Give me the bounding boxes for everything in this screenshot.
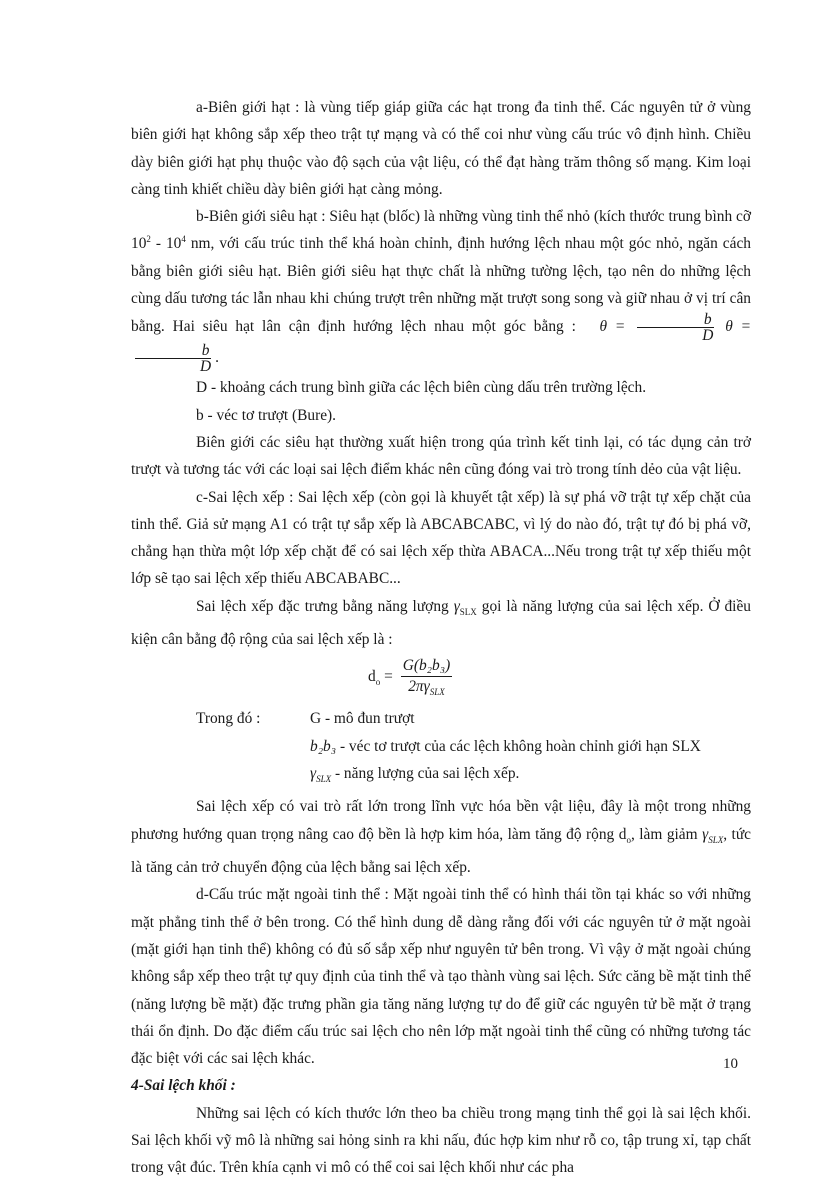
formula-fraction: $\frac{\text{G(b₂b₃)}}{2\pi\gamma_{SLX}}$	[402, 657, 451, 698]
paragraph-surface-structure: d-Cấu trúc mặt ngoài tinh thể : Mặt ngoài tinh thể có hình thái tồn tại khác so với những mặt phẳng tinh thể ở bên trong. Có thể hình dung dễ dàng rằng đối với các nguyên tử ở mặt ngoài (mặt giới hạn tinh thể) không có đủ số sắp xếp như nguyên tử bên trong. Vì vậy ở mặt ngoài chúng không sắp xếp theo trật tự quy định của tinh thể và tạo thành vùng sai lệch. Sức căng bề mặt tinh thể (năng lượng bề mặt) đặc trưng phần gia tăng năng lượng tự do để giữ các nguyên tử bề mặt ở trạng thái ổn định. Do đặc điểm cấu trúc sai lệch cho nên lớp mặt ngoài tinh thể cũng có những tương tác đặc biệt với các sai lệch khác.	[131, 886, 751, 1068]
where-b2b3: b₂b₃ - véc tơ trượt của các lệch không hoàn chỉnh giới hạn SLX	[310, 737, 701, 755]
section-heading-volume-defects: 4-Sai lệch khối :	[131, 1077, 236, 1095]
definition-D: D - khoảng cách trung bình giữa các lệch biên cùng dấu trên trường lệch.	[196, 379, 647, 397]
document-body	[131, 94, 751, 1182]
angle-fraction: $\frac{b}{D}$	[635, 312, 715, 343]
paragraph-stacking-energy: Sai lệch xếp đặc trưng bằng năng lượng $\gamma_{SLX}$ gọi là năng lượng của sai lệch xếp. Ở điều kiện cân bằng độ rộng của sai lệch xếp là :	[131, 597, 751, 649]
definition-b: b - véc tơ trượt (Bure).	[196, 406, 337, 424]
paragraph-grain-boundary: a-Biên giới hạt : là vùng tiếp giáp giữa các hạt trong đa tinh thể. Các nguyên tử ở vùng biên giới hạt không sắp xếp theo trật tự mạng và có thể coi như vùng cấu trúc vô định hình. Chiều dày biên giới hạt phụ thuộc vào độ sạch của vật liệu, có thể đạt hàng trăm thông số mạng. Kim loại càng tinh khiết chiều dày biên giới hạt càng mỏng.	[131, 99, 751, 198]
paragraph-volume-defects: Những sai lệch có kích thước lớn theo ba chiều trong mạng tinh thể gọi là sai lệch khối. Sai lệch khối vỹ mô là những sai hỏng sinh ra khi nấu, đúc hợp kim như rỗ co, tập trung xỉ, tạp chất trong vật đúc. Trên khía cạnh vi mô có thể coi sai lệch khối như các pha	[131, 1104, 751, 1177]
formula-definitions	[196, 705, 751, 793]
angle-fraction-2: $\frac{b}{D}$	[133, 343, 213, 374]
page-number: 10	[723, 1056, 738, 1072]
where-label: Trong đó :	[196, 710, 261, 728]
paragraph-stacking-strength: Sai lệch xếp có vai trò rất lớn trong lĩnh vực hóa bền vật liệu, đây là một trong những phương hướng quan trọng nâng cao độ bền là hợp kim hóa, làm tăng độ rộng $d_o$, làm giảm $\gamma_{SLX}$, tức là tăng cản trở chuyển động của lệch bằng sai lệch xếp.	[131, 798, 752, 877]
theta-symbol: θ =	[599, 318, 626, 336]
paragraph-subgrain-role: Biên giới các siêu hạt thường xuất hiện trong qúa trình kết tinh lại, có tác dụng cản trở trượt và tương tác với các loại sai lệch điểm khác nên cũng đóng vai trò trong tính dẻo của vật liệu.	[131, 433, 751, 479]
formula-stacking-width: $d_o$ = $\frac{\text{G(b₂b₃)}}{2\pi\gamma_{SLX}}$	[368, 653, 751, 705]
paragraph-stacking-fault: c-Sai lệch xếp : Sai lệch xếp (còn gọi là khuyết tật xếp) là sự phá vỡ trật tự xếp chặt của tinh thể. Giả sử mạng A1 có trật tự sắp xếp là ABCABCABC, vì lý do nào đó, trật tự đó bị phá vỡ, chẳng hạn thừa một lớp xếp chặt để có sai lệch xếp thừa ABACA...Nếu trong trật tự xếp thiếu một lớp sẽ tạo sai lệch xếp thiếu ABCABABC...	[131, 488, 751, 588]
where-gamma: $\gamma_{SLX}$ - năng lượng của sai lệch xếp.	[310, 765, 520, 785]
theta-symbol-2: θ =	[725, 318, 752, 336]
paragraph-subgrain-boundary: b-Biên giới siêu hạt : Siêu hạt (blốc) là những vùng tinh thể nhỏ (kích thước trung bình cỡ $10^2 - 10^4$ nm, với cấu trúc tinh thể khá hoàn chỉnh, định hướng lệch nhau một góc nhỏ, ngăn cách bằng biên giới siêu hạt. Biên giới siêu hạt thực chất là những tường lệch, tạo nên do những lệch cùng dấu tương tác lẫn nhau khi chúng trượt trên những mặt trượt song song và giữ nhau ở vị trí cân bằng. Hai siêu hạt lân cận định hướng lệch nhau một góc bằng : θ = $\frac{b}{D}$ θ = $\frac{b}{D}$ .	[131, 208, 752, 376]
where-G: G - mô đun trượt	[310, 710, 415, 728]
